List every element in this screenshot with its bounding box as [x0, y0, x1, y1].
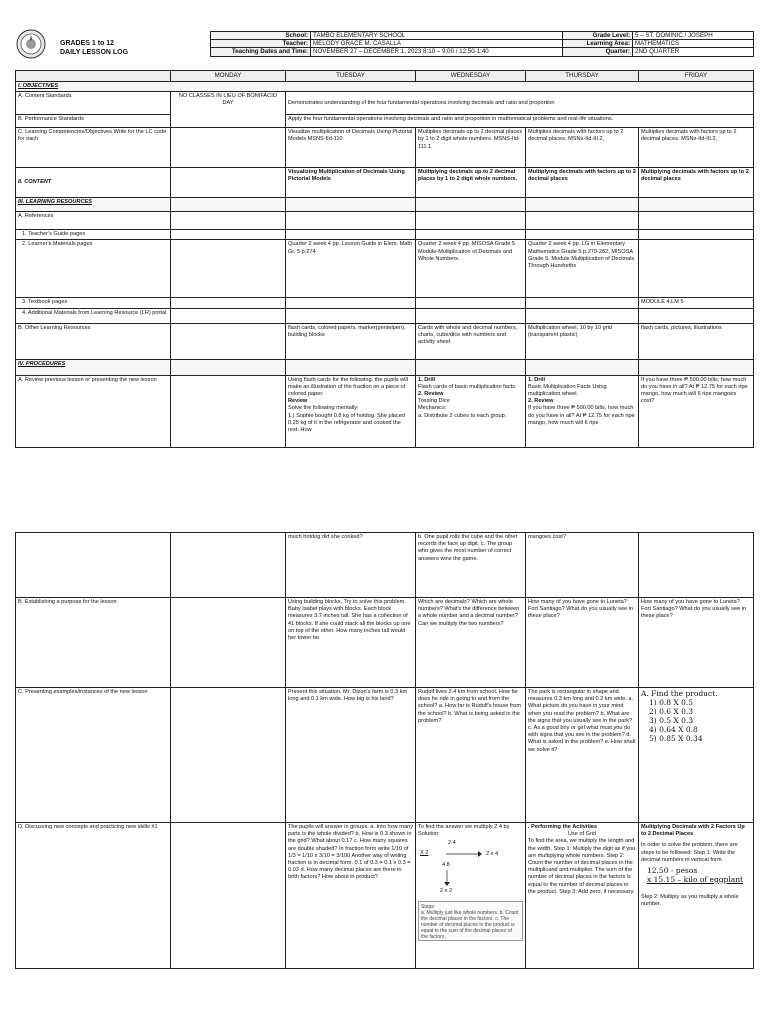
discuss-friday — [639, 823, 754, 969]
school-value: TAMBO ELEMENTARY SCHOOL — [311, 32, 563, 40]
review-thu-review-heading: 2. Review — [528, 398, 554, 405]
blank-cell — [171, 375, 286, 447]
quarter-label: Quarter: — [563, 48, 633, 56]
blank-cell — [171, 823, 286, 969]
disc-wed-solution-label: Solution: — [418, 831, 440, 838]
competencies-tuesday: Visualize multiplication of Decimals Using Pictorial Models MSNS-IId-110 — [286, 128, 416, 168]
purpose-wednesday: Which are decimals? Which are whole numbers? What's the difference between a whole number and a decimal number? Can we multiply the two numbers? — [416, 598, 526, 688]
blank-cell — [286, 298, 416, 308]
blank-cell — [171, 212, 286, 230]
review-tue-heading: Review — [288, 398, 308, 405]
find-product-item: 4) 0.64 X 0.8 — [649, 725, 698, 734]
blank-cell — [526, 230, 639, 240]
document-title — [60, 40, 128, 57]
review-wed-drill: Flash cards of basic multiplication facts. — [418, 383, 517, 390]
performance-standards-text: Apply the four fundamental operations involving decimals and ratio and proportion in mathematical problems and real-life situations. — [286, 115, 754, 128]
other-wednesday: Cards with whole and decimal numbers, charts, cube/dice with numbers and activity sheet — [416, 323, 526, 359]
disc-fri-text: In order to solve the problem, there are steps to be followed: Step 1: Write the decimal numbers in vertical form. — [641, 842, 738, 863]
purpose-friday: How many of you have gone to Luneta? Fort Santiago? What do you usually see in these place? — [639, 598, 754, 688]
blank-cell — [639, 240, 754, 298]
blank-cell — [526, 359, 639, 375]
blank-cell — [416, 212, 526, 230]
diag-product: 4.8 — [442, 862, 450, 869]
title-line-2: DAILY LESSON LOG — [60, 48, 129, 56]
review-thu-drill: Basic Multiplication Facts Using multiplication wheel. — [528, 383, 607, 398]
review-wed-drill-heading: 1. Drill — [418, 376, 436, 383]
dates-label: Teaching Dates and Time: — [211, 48, 311, 56]
diag-note-bottom: 2 x 2 — [440, 888, 453, 895]
find-product-item: 1) 0.8 X 0.5 — [649, 698, 694, 707]
find-product-item: 5) 0.85 X 0.34 — [649, 734, 703, 743]
lesson-log-page-2 — [0, 527, 768, 1024]
row-label-other-resources: B. Other Learning Resources — [16, 323, 171, 359]
disc-fri-line-2: x 15.15 – kilo of eggplant — [647, 875, 744, 885]
diag-note-right: 2 x 4 — [486, 851, 499, 858]
cont-tuesday: much hotdog did she cooked? — [286, 533, 416, 598]
teacher-label: Teacher: — [211, 40, 311, 48]
blank-cell — [286, 308, 416, 323]
content-tuesday: Visualizing Multiplication of Decimals Using Pictorial Models — [286, 168, 416, 198]
day-wednesday: WEDNESDAY — [416, 71, 526, 82]
dates-value: NOVEMBER 27 – DECEMBER 1, 2023 8:10 – 9:00 / 12:50-1:40 — [311, 48, 563, 56]
find-product-item: 2) 0.6 X 0.3 — [649, 707, 694, 716]
blank-cell — [171, 598, 286, 688]
blank-cell — [171, 230, 286, 240]
review-wed-review-heading: 2. Review — [418, 391, 444, 398]
grade-label: Grade Level: — [563, 32, 633, 40]
blank-cell — [416, 230, 526, 240]
disc-fri-step-2: Step 2: Multiply as you multiply a whole number. — [641, 894, 739, 908]
review-thu-drill-heading: 1. Drill — [528, 376, 546, 383]
blank-cell — [286, 198, 416, 212]
row-label-discuss: D. Discussing new concepts and practicing new skills #1 — [16, 823, 171, 969]
blank-cell — [526, 212, 639, 230]
examples-thursday: The park is rectangular in shape and measures 0.3 km long and 0.2 km wide. a. What picture do you have in your mind when you read the problem? b. What are the signs that you usually see in the park? c. As a good boy or girl what must you do with signs that you see in the problem? d. What is asked in the problem? e. How shall we solve it? — [526, 688, 639, 823]
blank-cell — [171, 198, 286, 212]
competencies-monday — [171, 128, 286, 168]
arrow-right-icon — [446, 850, 482, 858]
review-tue-problem: 1.) Sophie bought 0.8 kg of hotdog. She placed 0.25 kg of it in the refrigerator and cooked the rest. How — [288, 412, 405, 434]
day-thursday: THURSDAY — [526, 71, 639, 82]
review-wednesday — [416, 375, 526, 447]
discuss-wednesday — [416, 823, 526, 969]
blank-cell — [639, 230, 754, 240]
deped-seal-icon — [16, 29, 46, 59]
review-tue-intro: Using flash cards for the following, the pupils will make an illustration of the fraction on a piece of colored paper. — [288, 376, 409, 398]
row-label-lm-pages: 2. Learner's Materials pages — [16, 240, 171, 298]
row-label-tg-pages: 1. Teacher's Guide pages — [16, 230, 171, 240]
competencies-friday: Multiplies decimals with factors up to 2 decimal places. MSNs-IId-III.2, — [639, 128, 754, 168]
textbook-friday: MODULE 4,LM 5 — [639, 298, 754, 308]
arrow-down-icon — [443, 870, 451, 886]
disc-wed-intro: To find the answer we multiply 2.4 by — [418, 824, 510, 830]
area-label: Learning Area: — [563, 40, 633, 48]
page-gap — [0, 500, 768, 527]
discuss-thursday — [526, 823, 639, 969]
blank-cell — [639, 308, 754, 323]
blank-cell — [639, 212, 754, 230]
lesson-log-table-continued — [15, 532, 754, 969]
lm-tuesday: Quarter 2 week 4 pp. Lesson Guide in Elem. Math Gr. 5 p.274 — [286, 240, 416, 298]
review-friday: If you have three ₱ 500.00 bills, how much do you have in all? At ₱ 12.75 for each ripe mango, how much will 6 ripe mangoes cost? — [639, 375, 754, 447]
section-objectives: I. OBJECTIVES — [16, 82, 754, 92]
review-tuesday — [286, 375, 416, 447]
multiplication-diagram — [418, 838, 523, 898]
review-wed-mechanics: Mechanics: — [418, 405, 447, 412]
lm-wednesday: Quarter 2 week 4 pp. MISOSA Grade 5 Module-Multiplication of Decimals and Whole Numbers. — [416, 240, 526, 298]
row-label-performance-standards: B. Performance Standards — [16, 115, 171, 128]
school-label: School: — [211, 32, 311, 40]
corner-cell — [16, 71, 171, 82]
steps-text: a. Multiply just like whole numbers. b. Count the decimal places in the factors. c. The number of decimal places in the product is equal to the sum of the decimal places of the factors. — [421, 910, 519, 941]
content-standards-text: Demonstrates understanding of the four fundamental operations involving decimals and ratio and proportion — [286, 92, 754, 115]
blank-cell — [526, 298, 639, 308]
blank-cell — [286, 359, 416, 375]
lesson-log-page-1 — [0, 0, 768, 500]
day-friday: FRIDAY — [639, 71, 754, 82]
blank-cell — [639, 533, 754, 598]
cont-wednesday: b. One pupil rolls the cube and the other records the face up digit. c. The group who gives the most number of correct answers wins the game. — [416, 533, 526, 598]
blank-cell — [639, 359, 754, 375]
lm-thursday: Quarter 2 week 4 pp. LG in Elementary Mathematics Grade 5 p.279-282, MISOSA Grade 5, Module Multiplication of Decimals Through Hundreths — [526, 240, 639, 298]
other-tuesday: flash cards, colored papers, marker(pentelpen), building blocks — [286, 323, 416, 359]
grade-value: 5 – ST. DOMINIC / JOSEPH — [633, 32, 754, 40]
other-thursday: Multiplication wheel, 10 by 10 grid (transparent plastic) — [526, 323, 639, 359]
examples-tuesday: Present this situation. Mr. Dizon's farm is 0.3 km long and 0.1 km wide. How big is his land? — [286, 688, 416, 823]
area-value: MATHEMATICS — [633, 40, 754, 48]
find-product-list — [641, 698, 751, 743]
blank-cell — [416, 359, 526, 375]
blank-cell — [526, 198, 639, 212]
find-product-item: 3) 0.5 X 0.3 — [649, 716, 694, 725]
review-thu-problem: If you have three ₱ 500.00 bills, how much do you have in all? At ₱ 12.75 for each ripe mango, how much will 6 ripe — [528, 405, 635, 426]
blank-cell — [171, 533, 286, 598]
row-label-examples: C. Presenting examples/instances of the new lesson — [16, 688, 171, 823]
blank-cell — [16, 533, 171, 598]
row-label-competencies: C. Learning Competencies/Objectives Write for the LC code for each — [16, 128, 171, 168]
content-wednesday: Multiplying decimals up to 2 decimal places by 1 to 2 digit whole numbers. — [416, 168, 526, 198]
examples-friday — [639, 688, 754, 823]
competencies-wednesday: Multiplies decimals up to 2 decimal places by 1 to 2 digit whole numbers. MSNS-IId-111.1. — [416, 128, 526, 168]
blank-cell — [416, 308, 526, 323]
blank-cell — [171, 308, 286, 323]
blank-cell — [526, 308, 639, 323]
monday-no-classes: NO CLASSES IN LIEU OF BONIFACIO DAY — [171, 92, 286, 128]
purpose-tuesday: Using building blocks. Try to solve this problem. Baby Isabel plays with blocks. Each block measures 3.7 inches tall. She has a collection of 41 blocks. If she could stack all the blocks up one on top of the other. How many inches tall would her tower be. — [286, 598, 416, 688]
blank-cell — [639, 198, 754, 212]
review-tue-instruction: Solve the following mentally: — [288, 405, 359, 412]
teacher-value: MELODY GRACE M. CASALLA — [311, 40, 563, 48]
review-wed-step-a: a. Distribute 2 cubes to each group. — [418, 412, 507, 419]
review-wed-game: Tossing Dice — [418, 398, 450, 405]
find-product-title: A. Find the product. — [641, 689, 718, 698]
purpose-thursday: How many of you have gone to Luneta? Fort Santiago? What do you usually see in these place? — [526, 598, 639, 688]
row-label-textbook: 3. Textbook pages — [16, 298, 171, 308]
day-tuesday: TUESDAY — [286, 71, 416, 82]
row-label-content: II. CONTENT — [16, 168, 171, 198]
blank-cell — [286, 230, 416, 240]
steps-title: Steps: — [421, 904, 436, 911]
examples-wednesday: Rudolf lives 2.4 km from school. How far does he ride in going to and from the school? a. How far is Rudolf's house from the school? b. What is being asked in the problem? — [416, 688, 526, 823]
blank-cell — [416, 298, 526, 308]
blank-cell — [171, 359, 286, 375]
row-label-purpose: B. Establishing a purpose for the lesson — [16, 598, 171, 688]
disc-fri-line-1: 12.50 - pesos — [647, 866, 698, 876]
cont-thursday: mangoes cost? — [526, 533, 639, 598]
discuss-tuesday: The pupils will answer in groups. a. Into how many parts is the whole divided? b. How is 0.3 shown in the grid? What about 0.1? c. How many squares are double shaded? In fraction form write 1/10 of 1/3 = 1/10 x 3/10 = 3/100 Another way of writing fraction is in decimal form. 0.1 of 0.3 = 0.1 x 0.3 = 0.03 d. How many decimal places are there in both factors? How about in product? — [286, 823, 416, 969]
content-thursday: Multiplying decimals with factors up to 2 decimal places — [526, 168, 639, 198]
row-label-review: A. Review previous lesson or presenting the new lesson — [16, 375, 171, 447]
other-friday: flash cards, pictures, illustrations — [639, 323, 754, 359]
blank-cell — [171, 240, 286, 298]
day-monday: MONDAY — [171, 71, 286, 82]
section-learning-resources: III. LEARNING RESOURCES — [16, 198, 171, 212]
title-line-1: GRADES 1 to 12 — [60, 40, 115, 47]
disc-thu-subheading: Use of Grid — [567, 831, 597, 838]
content-monday — [171, 168, 286, 198]
section-procedures: IV. PROCEDURES — [16, 359, 171, 375]
disc-fri-heading: Multiplying Decimals with 2 Factors Up to 2 Decimal Places — [641, 824, 745, 838]
row-label-references: A. References — [16, 212, 171, 230]
disc-thu-steps: To find the area, we multiply the length and the width. Step 1: Multiply the digit as if you are multiplying whole numbers. Step 2: Count the number of decimal places in the multiplicand and multiplier. The sum of the number of decimal places in the factors is equal to the number of decimal places in the product. Step 3: Add zero, if necessary. — [528, 838, 636, 895]
diag-multiplier: X 2 — [420, 850, 429, 857]
quarter-value: 2ND QUARTER — [633, 48, 754, 56]
blank-cell — [286, 212, 416, 230]
steps-box — [418, 901, 523, 941]
content-friday: Multiplying decimals with factors up to 2 decimal places — [639, 168, 754, 198]
lesson-log-table — [15, 70, 754, 448]
competencies-thursday: Multiplies decimals with factors up to 2 decimal places. MSNs-IId-III.2, — [526, 128, 639, 168]
blank-cell — [171, 298, 286, 308]
header-info-table — [210, 31, 754, 57]
review-thursday — [526, 375, 639, 447]
disc-thu-heading: . Performing the Activities — [528, 824, 598, 830]
blank-cell — [171, 688, 286, 823]
disc-fri-vertical-form — [641, 866, 751, 884]
diag-number: 2.4 — [448, 840, 456, 847]
blank-cell — [171, 323, 286, 359]
row-label-additional: 4. Additional Materials from Learning Resource (LR) portal — [16, 308, 171, 323]
row-label-content-standards: A. Content Standards — [16, 92, 171, 115]
blank-cell — [416, 198, 526, 212]
